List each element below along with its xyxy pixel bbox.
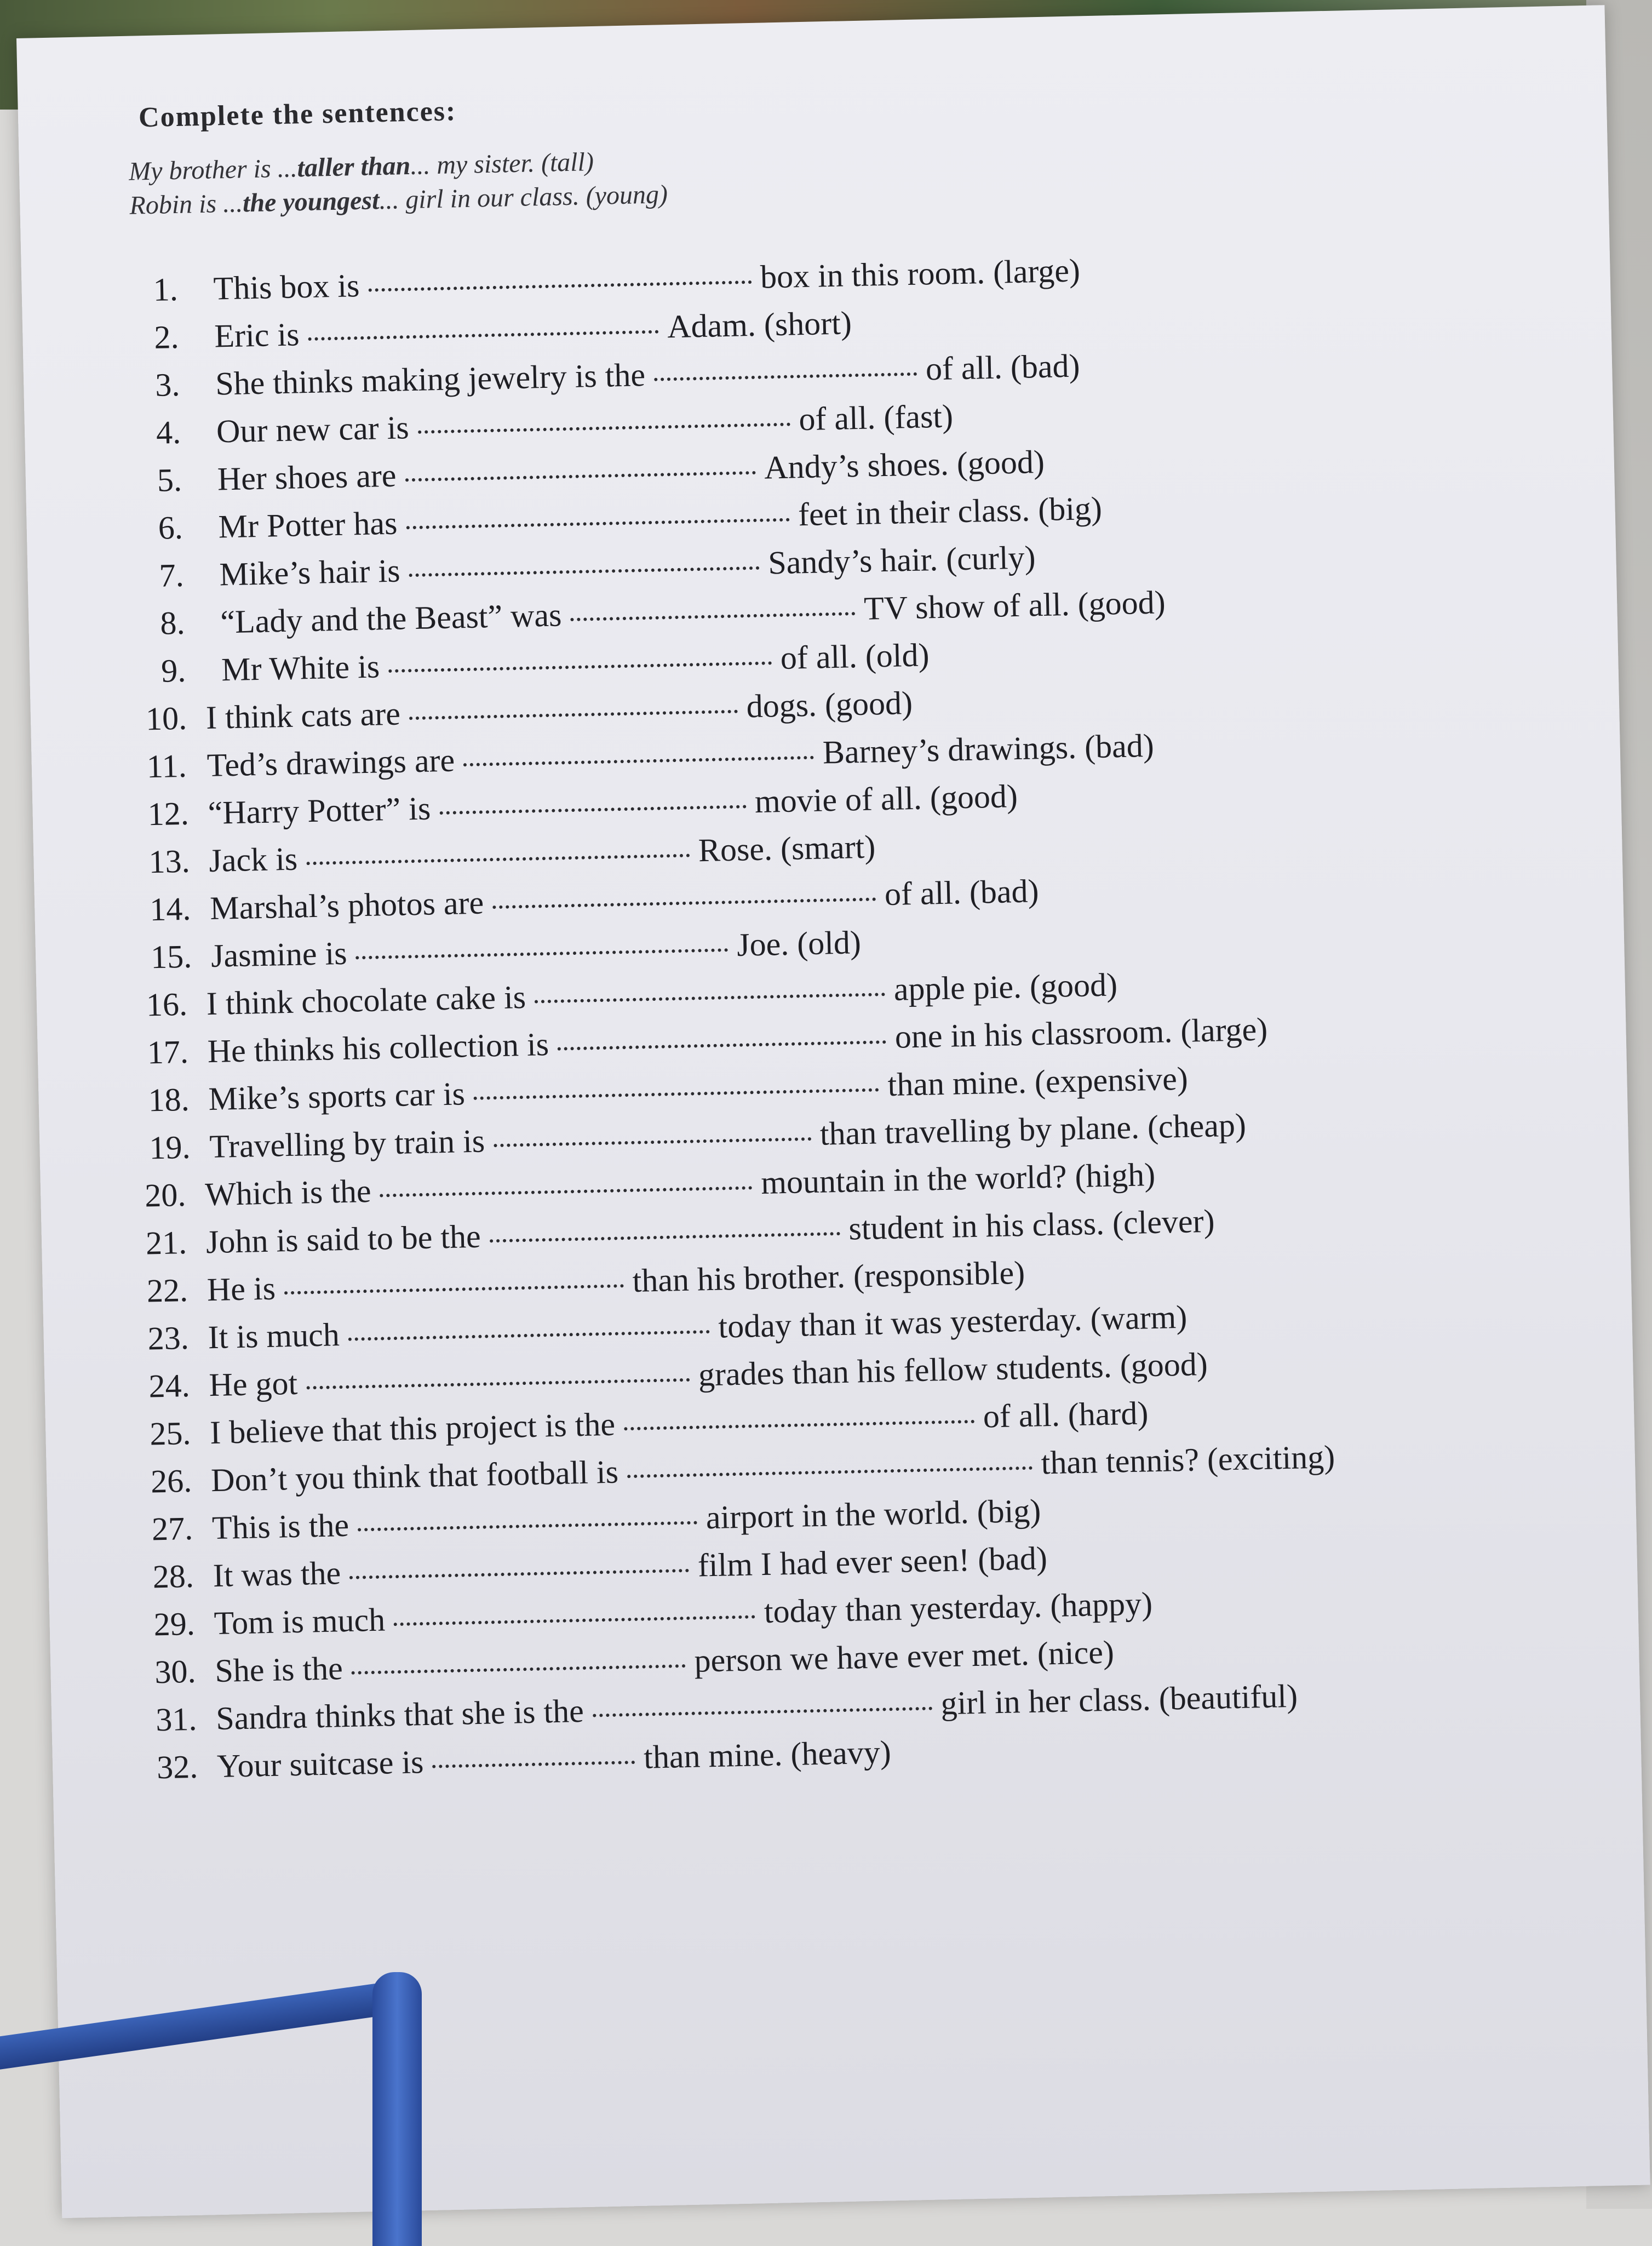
exercise-prompt-end: today than it was yesterday. (warm) [718,1298,1188,1345]
exercise-number: 14. [149,890,192,928]
answer-blank [409,566,760,577]
exercise-number: 4. [156,414,181,451]
exercise-number: 17. [147,1033,189,1071]
answer-blank [394,1615,755,1626]
exercise-prompt-start: Ted’s drawings are [206,742,455,783]
exercise-prompt-start: He is [206,1270,276,1308]
exercise-prompt-end: of all. (hard) [983,1395,1149,1435]
exercise-number: 9. [160,652,186,689]
exercise-prompt-start: She is the [214,1650,343,1689]
exercise-prompt-end: than mine. (heavy) [643,1734,892,1775]
exercise-number: 2. [153,318,180,356]
exercise-prompt-end: today than yesterday. (happy) [764,1585,1153,1630]
exercise-prompt-end: movie of all. (good) [754,778,1018,820]
exercise-number: 11. [146,747,187,785]
answer-blank [570,612,855,621]
exercise-prompt-start: He thinks his collection is [207,1026,549,1070]
example-1-answer: taller than [297,151,411,183]
exercise-prompt-end: person we have ever met. (nice) [693,1634,1115,1679]
exercise-prompt-start: Jack is [208,840,298,879]
worksheet-paper [16,5,1650,2218]
exercise-prompt-start: Mike’s hair is [219,552,401,593]
exercise-number: 16. [146,986,188,1023]
answer-blank [593,1707,932,1717]
exercise-number: 21. [145,1224,187,1262]
answer-blank [356,948,729,959]
answer-blank [494,1137,811,1147]
exercise-number: 23. [147,1319,190,1357]
exercise-prompt-end: dogs. (good) [745,685,913,725]
exercise-prompt-end: box in this room. (large) [760,252,1081,295]
answer-blank [463,756,814,766]
answer-blank [558,1040,886,1051]
exercise-number: 31. [155,1700,198,1738]
exercise-prompt-start: It is much [208,1316,340,1356]
exercise-number: 10. [145,700,187,737]
exercise-prompt-start: It was the [213,1555,341,1594]
exercise-prompt-start: Your suitcase is [216,1744,425,1785]
exercise-prompt-start: Sandra thinks that she is the [215,1692,584,1737]
exercise-prompt-end: feet in their class. (big) [798,490,1103,533]
answer-blank [535,993,885,1003]
exercise-prompt-end: Adam. (short) [667,305,852,345]
answer-blank [358,1521,697,1532]
answer-blank [308,330,659,341]
exercise-prompt-start: Travelling by train is [209,1122,485,1165]
exercise-prompt-end: than his brother. (responsible) [632,1254,1025,1299]
answer-blank [388,661,772,673]
exercise-prompt-start: Mr White is [221,648,380,688]
exercise-prompt-start: This box is [213,267,360,307]
answer-blank [306,1378,690,1390]
answer-blank [409,710,738,720]
exercise-prompt-end: than travelling by plane. (cheap) [819,1107,1247,1152]
exercise-number: 20. [144,1176,186,1214]
exercise-number: 1. [152,271,179,308]
exercise-prompt-start: Which is the [204,1172,372,1213]
answer-blank [284,1284,624,1294]
exercise-prompt-start: Eric is [214,316,300,354]
answer-blank [352,1664,686,1675]
answer-blank [348,1330,710,1341]
exercise-number: 30. [154,1653,197,1691]
exercise-number: 13. [148,843,191,880]
answer-blank [439,805,746,815]
exercise-prompt-start: Jasmine is [210,935,348,974]
answer-blank [490,1232,840,1242]
exercise-prompt-start: Tom is much [213,1601,386,1642]
exercise-prompt-start: Mr Potter has [218,505,398,545]
answer-blank [368,280,752,292]
exercise-number: 29. [153,1605,196,1643]
exercise-number: 8. [159,604,186,641]
example-2-answer: the youngest [242,186,380,218]
example-2-after: ... girl in our class. (young) [378,180,668,215]
exercise-prompt-start: “Lady and the Beast” was [220,597,563,640]
exercise-number: 6. [158,509,183,546]
example-sentence-2 [129,179,668,221]
exercise-prompt-end: TV show of all. (good) [863,584,1166,627]
exercise-prompt-end: of all. (bad) [925,347,1081,387]
exercise-number: 18. [147,1081,190,1119]
exercise-number: 3. [154,366,180,403]
exercise-number: 15. [150,938,192,976]
answer-blank [627,1466,1032,1478]
exercise-number: 27. [151,1510,193,1548]
exercise-prompt-end: student in his class. (clever) [848,1202,1215,1247]
exercise-number: 25. [149,1414,192,1452]
exercise-prompt-start: I think cats are [205,695,401,736]
exercise-prompt-start: I think chocolate cake is [206,978,526,1022]
exercise-prompt-end: Sandy’s hair. (curly) [767,539,1036,581]
exercise-number: 7. [158,557,185,594]
exercise-prompt-end: of all. (old) [780,637,930,677]
exercise-prompt-start: John is said to be the [205,1218,481,1260]
exercise-number: 26. [150,1462,192,1500]
answer-blank [406,518,789,530]
exercise-prompt-end: airport in the world. (big) [705,1492,1041,1536]
exercise-prompt-end: one in his classroom. (large) [894,1011,1268,1055]
exercise-prompt-start: This is the [211,1506,349,1546]
exercise-prompt-start: Marshal’s photos are [209,884,484,926]
blue-stand-post [372,1972,422,2246]
worksheet-heading: Complete the sentences: [138,95,457,134]
exercise-prompt-end: grades than his fellow students. (good) [698,1345,1208,1393]
exercise-number: 28. [152,1557,194,1595]
exercise-prompt-start: I believe that this project is the [209,1406,616,1451]
answer-blank [654,373,917,381]
example-1-after: ... my sister. (tall) [410,147,594,180]
exercise-number: 12. [147,795,190,833]
exercise-prompt-end: Rose. (smart) [698,828,876,869]
exercise-prompt-end: of all. (fast) [798,398,954,438]
example-1-before: My brother is ... [128,153,298,186]
exercise-prompt-end: apple pie. (good) [893,966,1118,1007]
exercise-prompt-end: Andy’s shoes. (good) [764,443,1045,486]
exercise-list [71,242,1581,1797]
exercise-number: 5. [157,461,182,499]
exercise-prompt-end: Barney’s drawings. (bad) [822,727,1155,771]
answer-blank [432,1761,635,1768]
answer-blank [405,471,755,482]
answer-blank [492,897,876,909]
exercise-prompt-end: of all. (bad) [884,873,1040,913]
example-2-before: Robin is ... [129,188,243,220]
answer-blank [624,1420,974,1430]
answer-blank [418,423,790,434]
answer-blank [474,1088,879,1099]
exercise-prompt-end: girl in her class. (beautiful) [940,1677,1298,1722]
answer-blank [380,1186,753,1197]
exercise-prompt-end: film I had ever seen! (bad) [697,1540,1048,1584]
exercise-prompt-start: Her shoes are [217,457,397,497]
answer-blank [306,854,690,866]
blue-stand [0,1972,438,2246]
exercise-prompt-start: “Harry Potter” is [207,790,431,831]
exercise-number: 24. [148,1367,191,1405]
exercise-prompt-start: Mike’s sports car is [208,1075,466,1118]
exercise-prompt-end: Joe. (old) [736,924,862,963]
example-sentence-1 [129,147,594,187]
exercise-prompt-start: Don’t you think that football is [210,1453,619,1499]
exercise-prompt-end: than tennis? (exciting) [1041,1439,1335,1481]
exercise-prompt-end: than mine. (expensive) [887,1060,1189,1103]
exercise-prompt-start: He got [208,1365,298,1403]
exercise-number: 19. [148,1128,191,1166]
exercise-number: 32. [156,1748,198,1786]
answer-blank [349,1569,689,1579]
exercise-prompt-start: She thinks making jewelry is the [215,357,646,402]
exercise-prompt-start: Our new car is [216,409,410,450]
blue-stand-bar [0,1980,406,2070]
exercise-number: 22. [146,1271,188,1309]
exercise-prompt-end: mountain in the world? (high) [760,1156,1156,1201]
